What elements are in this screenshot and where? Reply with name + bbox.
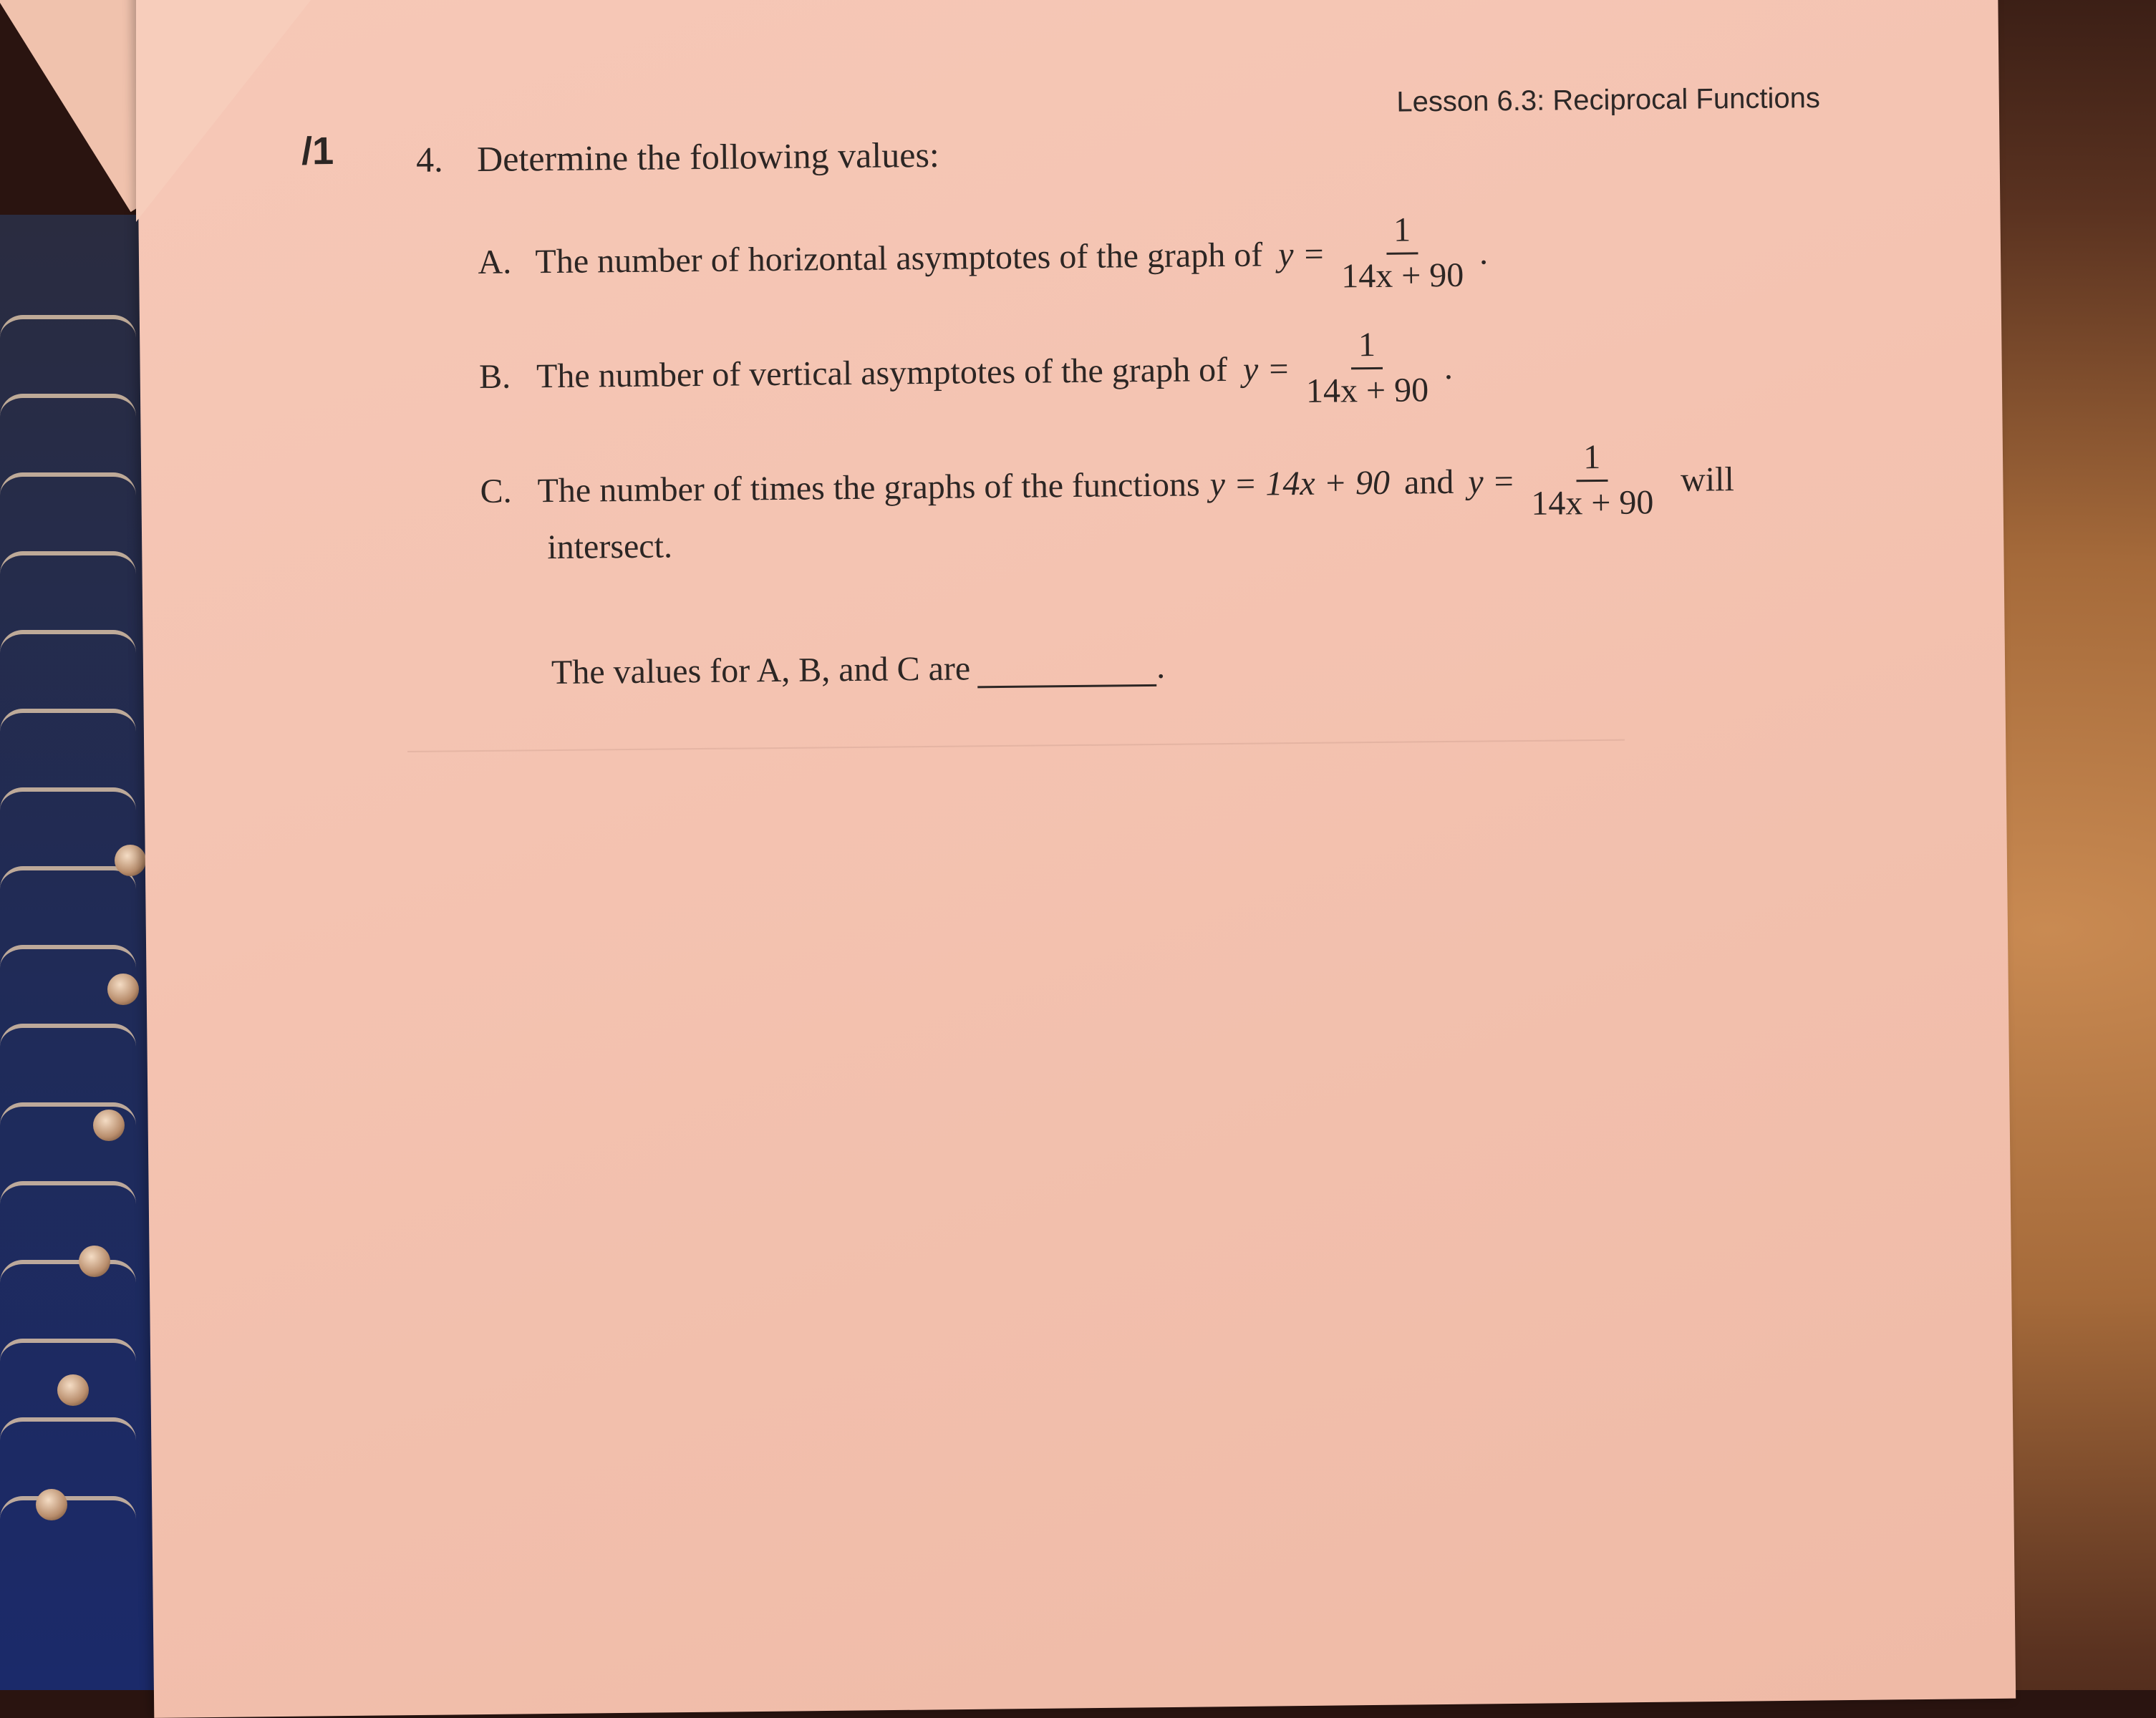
part-b-label: B.	[478, 357, 511, 396]
part-c-denominator: 14x + 90	[1531, 483, 1654, 523]
part-a-end: .	[1479, 233, 1489, 272]
faint-bleed-line	[407, 739, 1625, 752]
part-b-text: The number of vertical asymptotes of the graph of	[536, 350, 1228, 396]
part-c-joiner: and	[1403, 462, 1454, 502]
part-a-text: The number of horizontal asymptotes of the graph of	[535, 236, 1263, 281]
part-b-lhs: y =	[1242, 349, 1290, 389]
part-a-lhs: y =	[1277, 235, 1326, 274]
part-c-lhs: y =	[1468, 462, 1516, 501]
part-c-after: will	[1680, 460, 1735, 499]
part-b-end: .	[1444, 348, 1454, 387]
question-number: 4.	[415, 139, 443, 180]
part-b	[478, 326, 1453, 419]
part-a-numerator: 1	[1386, 211, 1418, 254]
part-c-expr1: y = 14x + 90	[1209, 463, 1391, 504]
lesson-header: Lesson 6.3: Reciprocal Functions	[1396, 82, 1821, 118]
part-b-denominator: 14x + 90	[1305, 371, 1429, 410]
part-a-fraction	[1333, 211, 1471, 296]
score-label: /1	[301, 129, 334, 173]
answer-blank[interactable]	[977, 651, 1156, 688]
answer-prompt: The values for A, B, and C are	[551, 649, 971, 692]
part-b-fraction	[1298, 326, 1436, 410]
part-b-numerator: 1	[1351, 326, 1383, 369]
part-c-text: The number of times the graphs of the functions	[537, 465, 1200, 510]
part-c-continuation: intersect.	[547, 527, 673, 567]
part-a	[478, 210, 1489, 304]
part-c-fraction	[1523, 438, 1660, 523]
part-a-label: A.	[478, 243, 512, 281]
part-c-numerator: 1	[1576, 439, 1608, 482]
answer-line	[551, 647, 1166, 692]
question-prompt: Determine the following values:	[476, 134, 940, 180]
part-a-denominator: 14x + 90	[1340, 256, 1464, 296]
part-c-label: C.	[480, 472, 512, 510]
part-c	[480, 437, 1734, 533]
answer-end: .	[1156, 647, 1166, 686]
